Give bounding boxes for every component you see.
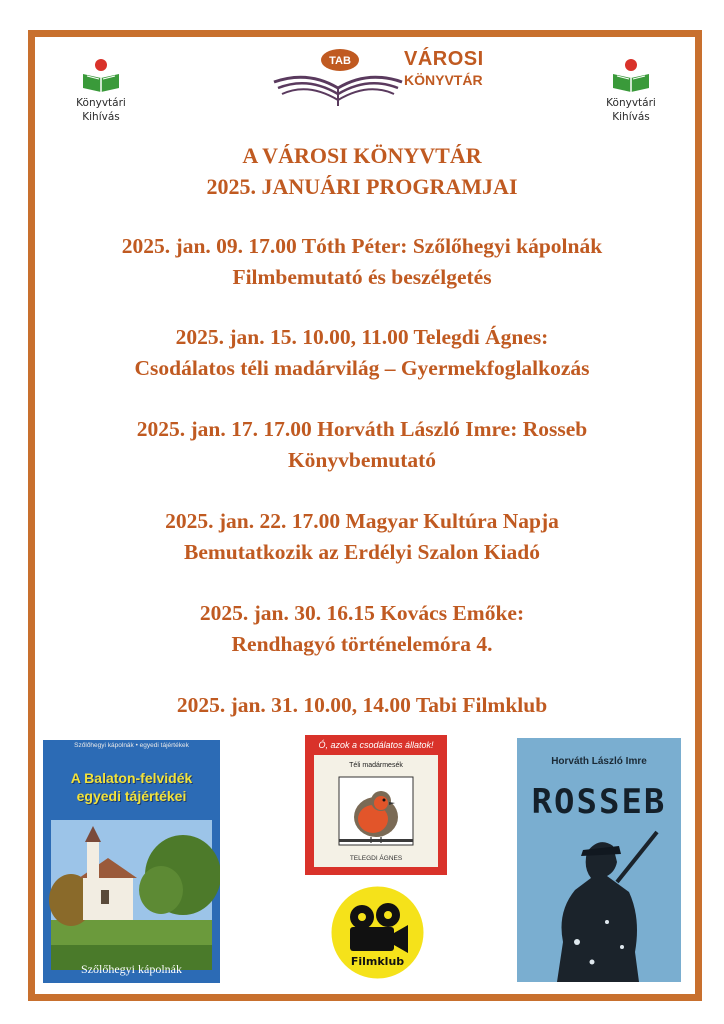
event-line1: 2025. jan. 22. 17.00 Magyar Kultúra Napja	[165, 509, 559, 533]
event-item	[36, 598, 688, 660]
event-line1: 2025. jan. 09. 17.00 Tóth Péter: Szőlőhegyi kápolnák	[121, 234, 603, 258]
book-cover-rosseb	[517, 738, 681, 982]
book2-header: Ó, azok a csodálatos állatok!	[318, 740, 434, 750]
event-line2: Könyvbemutató	[287, 448, 437, 472]
book1-title-line1: A Balaton-felvidék	[70, 770, 193, 786]
title-line2: 2025. JANUÁRI PROGRAMJAI	[206, 174, 518, 199]
event-line2: Rendhagyó történelemóra 4.	[231, 632, 493, 656]
varosi-konyvtar-logo	[268, 48, 498, 110]
logo-caption-line1: Könyvtári	[606, 97, 656, 109]
logo-line1: VÁROSI	[404, 48, 484, 70]
title-line1: A VÁROSI KÖNYVTÁR	[242, 143, 482, 168]
event-line2: Filmbemutató és beszélgetés	[232, 265, 492, 289]
event-line2: Csodálatos téli madárvilág – Gyermekfoglalkozás	[134, 356, 590, 380]
event-line1: 2025. jan. 30. 16.15 Kovács Emőke:	[199, 601, 525, 625]
event-item	[36, 322, 688, 384]
event-item	[36, 690, 688, 721]
book1-bottom-caption: Szőlőhegyi kápolnák	[81, 962, 182, 976]
soldier-silhouette-image	[517, 822, 681, 982]
book3-author: Horváth László Imre	[551, 756, 647, 767]
filmklub-label: Filmklub	[350, 955, 405, 968]
filmklub-logo	[330, 885, 425, 980]
book-reader-icon	[79, 58, 123, 94]
open-book-icon	[268, 48, 408, 110]
logo-caption-line2: Kihívás	[612, 111, 650, 123]
event-item	[36, 231, 688, 293]
logo-badge-text: TAB	[329, 55, 351, 67]
logo-caption-line1: Könyvtári	[76, 97, 126, 109]
book2-subtitle: Téli madármesék	[349, 762, 403, 769]
book-cover-teli-madarmesek	[305, 735, 447, 875]
event-item	[36, 506, 688, 568]
konyvtari-kihivas-logo-left	[56, 58, 146, 124]
logo-caption-line2: Kihívás	[82, 111, 120, 123]
event-line1: 2025. jan. 15. 10.00, 11.00 Telegdi Ágnes:	[175, 325, 549, 349]
chapel-landscape-image	[43, 820, 220, 970]
book1-title-line2: egyedi tájértékei	[76, 788, 187, 804]
robin-bird-image	[331, 773, 421, 853]
book-cover-balaton	[43, 740, 220, 983]
event-line2: Bemutatkozik az Erdélyi Szalon Kiadó	[184, 540, 540, 564]
book-reader-icon	[609, 58, 653, 94]
logo-line2: KÖNYVTÁR	[404, 72, 483, 88]
event-line1: 2025. jan. 31. 10.00, 14.00 Tabi Filmklub	[176, 693, 548, 717]
book3-title: ROSSEB	[531, 782, 667, 822]
page-title	[36, 140, 688, 202]
event-item	[36, 414, 688, 476]
event-line1: 2025. jan. 17. 17.00 Horváth László Imre: Rosseb	[136, 417, 588, 441]
book2-author: TELEGDI ÁGNES	[349, 855, 403, 862]
book1-top-line: Szőlőhegyi kápolnák • egyedi tájértékek	[74, 742, 189, 749]
konyvtari-kihivas-logo-right	[586, 58, 676, 124]
